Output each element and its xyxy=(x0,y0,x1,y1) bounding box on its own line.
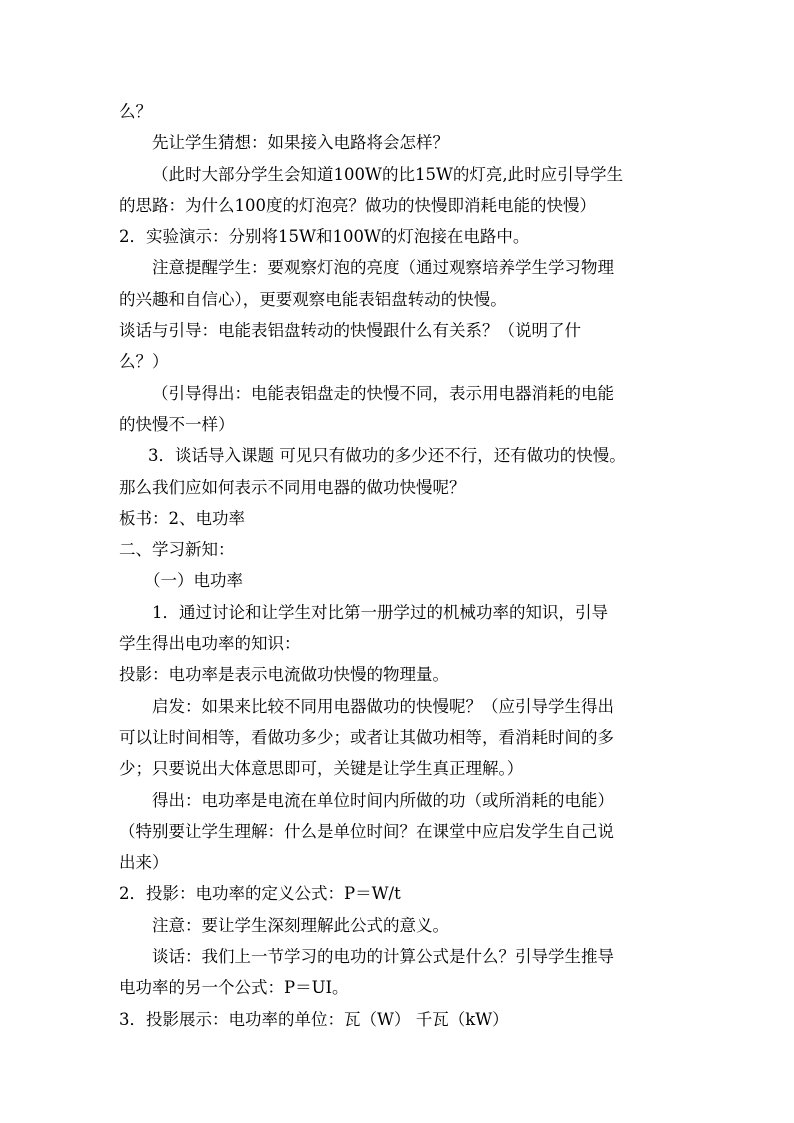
text-line: 注意提醒学生：要观察灯泡的亮度（通过观察培养学生学习物理 xyxy=(152,258,614,278)
text-line: （特别要让学生理解：什么是单位时间？在课堂中应启发学生自己说 xyxy=(119,821,614,841)
text-line: 2．实验演示：分别将15W和100W的灯泡接在电路中。 xyxy=(119,227,530,247)
text-line: 3．谈话导入课题 可见只有做功的多少还不行，还有做功的快慢。 xyxy=(148,446,626,466)
text-line: 可以让时间相等，看做功多少；或者让其做功相等，看消耗时间的多 xyxy=(119,727,614,747)
text-line: （引导得出：电能表铝盘走的快慢不同，表示用电器消耗的电能 xyxy=(152,383,614,403)
text-line: 的思路：为什么100度的灯泡亮？做功的快慢即消耗电能的快慢） xyxy=(119,195,596,215)
formula-line: 2．投影：电功率的定义公式：P＝W/t xyxy=(119,884,401,904)
text-line: 的兴趣和自信心），更要观察电能表铝盘转动的快慢。 xyxy=(119,289,507,309)
subsection-heading: （一）电功率 xyxy=(144,571,243,591)
text-line: 投影：电功率是表示电流做功快慢的物理量。 xyxy=(119,665,449,685)
text-line: 3．投影展示：电功率的单位：瓦（W） 千瓦（kW） xyxy=(119,1009,509,1029)
text-line: （此时大部分学生会知道100W的比15W的灯亮,此时应引导学生 xyxy=(152,164,624,184)
text-line: 得出：电功率是电流在单位时间内所做的功（或所消耗的电能） xyxy=(152,790,614,810)
text-line: 注意：要让学生深刻理解此公式的意义。 xyxy=(152,915,449,935)
text-line: 少；只要说出大体意思即可，关键是让学生真正理解。） xyxy=(119,759,524,779)
text-line: 那么我们应如何表示不同用电器的做功快慢呢？ xyxy=(119,477,466,497)
text-line: 么？ xyxy=(119,102,152,121)
text-line: 出来） xyxy=(119,853,169,873)
text-line: 谈话与引导：电能表铝盘转动的快慢跟什么有关系？（说明了什 xyxy=(119,321,581,341)
text-line: 的快慢不一样） xyxy=(119,414,235,434)
text-line: 启发：如果来比较不同用电器做功的快慢呢？（应引导学生得出 xyxy=(152,696,614,716)
section-heading: 二、学习新知： xyxy=(119,540,235,560)
text-line: 谈话：我们上一节学习的电功的计算公式是什么？引导学生推导 xyxy=(152,947,614,967)
formula-line: 电功率的另一个公式：P＝UI。 xyxy=(119,978,349,998)
blackboard-heading: 板书：2、电功率 xyxy=(119,508,245,528)
document-body xyxy=(119,96,677,1035)
text-line: 么？） xyxy=(119,352,169,372)
text-line: 先让学生猜想：如果接入电路将会怎样？ xyxy=(152,133,449,153)
text-line: 学生得出电功率的知识： xyxy=(119,634,301,654)
text-line: 1．通过讨论和让学生对比第一册学过的机械功率的知识，引导 xyxy=(152,602,608,622)
